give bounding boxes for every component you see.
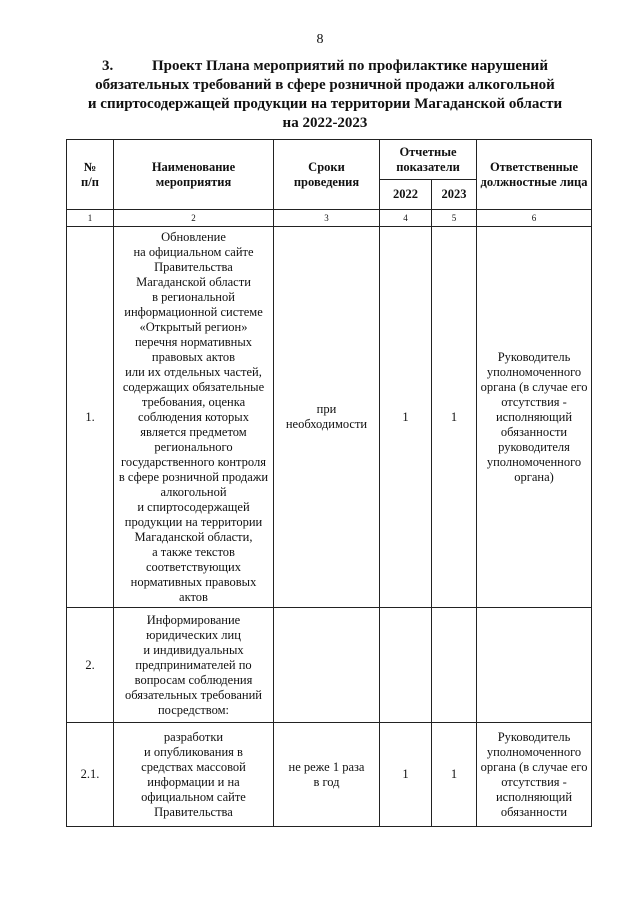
responsible-line: органа (в случае его [480, 379, 588, 394]
event-title [114, 227, 274, 608]
indicator-2023: 1 [432, 227, 477, 608]
responsible-line: Руководитель [497, 349, 571, 364]
indicator-2023 [432, 608, 477, 723]
header-name-line2: мероприятия [155, 174, 232, 189]
header-num-line2: п/п [81, 174, 99, 189]
heading-text-1: Проект Плана мероприятий по профилактике нарушений [152, 58, 548, 74]
title-line: юридических лиц [146, 627, 241, 642]
row-number: 2.1. [67, 723, 114, 827]
event-terms [274, 608, 380, 723]
heading-line-1 [60, 57, 590, 76]
table-row [67, 608, 592, 723]
header-terms-line2: проведения [293, 174, 360, 189]
responsible-line: органа (в случае его [480, 759, 588, 774]
title-line: информации и на [147, 774, 240, 789]
event-title [114, 608, 274, 723]
title-line: правовых актов [151, 349, 236, 364]
header-name [114, 140, 274, 210]
terms-line: в год [313, 774, 340, 789]
title-line: официальном сайте [141, 789, 246, 804]
header-year-2023: 2023 [432, 180, 477, 210]
terms-line: необходимости [285, 417, 368, 431]
header-year-2022: 2022 [380, 180, 432, 210]
responsible-line: обязанности [500, 424, 568, 439]
header-indicators-line1: Отчетные [399, 144, 457, 159]
terms-line: при [316, 402, 337, 416]
header-num [67, 140, 114, 210]
responsible-line: Руководитель [497, 729, 571, 744]
title-line: Правительства [154, 804, 233, 819]
page-number: 8 [316, 32, 324, 47]
title-line: в сфере розничной продажи [118, 469, 269, 484]
plan-table [66, 139, 592, 827]
title-line: разработки [163, 729, 224, 744]
title-line: и опубликования в [144, 744, 243, 759]
title-line: информационной системе [124, 304, 263, 319]
header-indicators-line2: показатели [396, 159, 460, 174]
table-row [67, 723, 592, 827]
row-number: 1. [67, 227, 114, 608]
responsible-line: руководителя [498, 439, 570, 454]
responsible-officials [477, 227, 592, 608]
title-line: Магаданской области [136, 274, 251, 289]
responsible-line: отсутствия - [501, 394, 567, 409]
title-line: и спиртосодержащей [137, 499, 250, 514]
responsible-line: органа) [514, 469, 554, 484]
title-line: соответствующих [146, 559, 241, 574]
terms-line: не реже 1 раза [288, 759, 365, 774]
title-line: или их отдельных частей, [125, 364, 262, 379]
heading-line-3: и спиртосодержащей продукции на территории Магаданской области [87, 96, 563, 112]
column-index: 3 [274, 210, 380, 227]
header-num-line1: № [83, 159, 97, 174]
event-title [114, 723, 274, 827]
title-line: алкогольной [160, 484, 227, 499]
header-terms [274, 140, 380, 210]
column-index: 1 [67, 210, 114, 227]
column-index: 6 [477, 210, 592, 227]
title-line: и индивидуальных [143, 642, 244, 657]
section-number: 3. [102, 58, 114, 74]
indicator-2022 [380, 608, 432, 723]
title-line: продукции на территории [124, 514, 263, 529]
title-line: требования, оценка [141, 394, 246, 409]
title-line: государственного контроля [121, 454, 266, 469]
responsible-line: уполномоченного [486, 454, 582, 469]
responsible-line: обязанности [500, 804, 568, 819]
responsible-line: исполняющий [495, 789, 573, 804]
title-line: а также текстов [152, 544, 235, 559]
table-row [67, 227, 592, 608]
column-index: 4 [380, 210, 432, 227]
responsible-officials [477, 723, 592, 827]
title-line: посредством: [157, 702, 229, 717]
title-line: Правительства [154, 259, 233, 274]
event-terms [274, 227, 380, 608]
header-responsible-line2: должностные лица [480, 174, 588, 189]
title-line: содержащих обязательные [122, 379, 265, 394]
title-line: Магаданской области, [134, 529, 253, 544]
title-line: перечня нормативных [134, 334, 253, 349]
heading-line-4: на 2022-2023 [282, 115, 368, 131]
title-line: в региональной [152, 289, 235, 304]
column-index: 5 [432, 210, 477, 227]
section-heading [60, 57, 590, 133]
title-line: является предметом [140, 424, 247, 439]
title-line: обязательных требований [125, 687, 262, 702]
responsible-line: уполномоченного [486, 744, 582, 759]
title-line: «Открытый регион» [139, 319, 248, 334]
header-terms-line1: Сроки [308, 159, 345, 174]
event-terms [274, 723, 380, 827]
header-name-line1: Наименование [151, 159, 236, 174]
title-line: на официальном сайте [133, 244, 254, 259]
title-line: регионального [154, 439, 233, 454]
indicator-2022: 1 [380, 723, 432, 827]
title-line: вопросам соблюдения [134, 672, 253, 687]
responsible-line: уполномоченного [486, 364, 582, 379]
title-line: средствах массовой [141, 759, 246, 774]
responsible-line: исполняющий [495, 409, 573, 424]
title-line: Информирование [146, 612, 241, 627]
indicator-2022: 1 [380, 227, 432, 608]
header-responsible-line1: Ответственные [489, 159, 579, 174]
title-line: нормативных правовых [130, 574, 257, 589]
header-indicators [380, 140, 477, 180]
heading-line-2: обязательных требований в сфере розничной продажи алкогольной [95, 77, 555, 93]
title-line: предпринимателей по [135, 657, 252, 672]
header-responsible [477, 140, 592, 210]
indicator-2023: 1 [432, 723, 477, 827]
title-line: актов [179, 589, 208, 604]
column-index: 2 [114, 210, 274, 227]
title-line: Обновление [161, 229, 226, 244]
title-line: соблюдения которых [138, 409, 249, 424]
row-number: 2. [67, 608, 114, 723]
responsible-line: отсутствия - [501, 774, 567, 789]
responsible-officials [477, 608, 592, 723]
